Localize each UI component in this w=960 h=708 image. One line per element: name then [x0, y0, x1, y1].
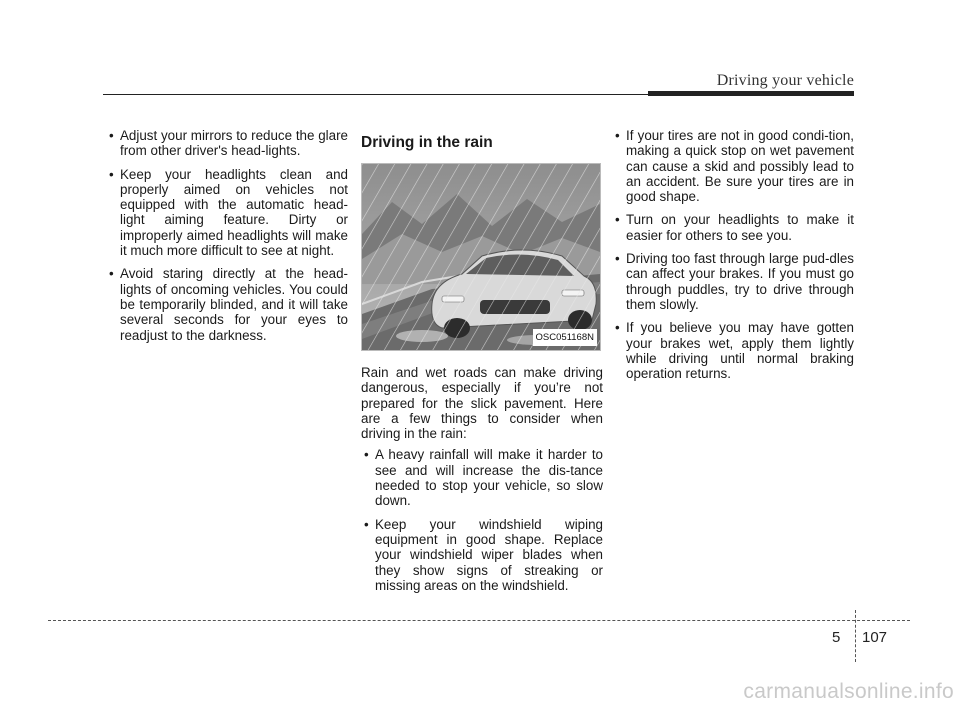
section-intro: Rain and wet roads can make driving dangerous, especially if you’re not prepared for the slick pavement. Here are a few things to consider when driving in the rain: [361, 365, 603, 442]
night-driving-tips-list [106, 128, 348, 343]
list-item: • A heavy rainfall will make it harder to see and will increase the dis-tance needed to stop your vehicle, so slow down. [361, 447, 603, 508]
rainy-car-image [362, 164, 600, 350]
watermark: carmanualsonline.info [743, 680, 954, 703]
list-item: • Avoid staring directly at the head-lights of oncoming vehicles. You could be temporarily blinded, and it will take several seconds for your eyes to readjust to the darkness. [106, 266, 348, 342]
list-item: • Keep your headlights clean and properly aimed on vehicles not equipped with the automatic head-light aiming feature. Dirty or improperly aimed headlights will make it much more difficult to see at night. [106, 167, 348, 259]
list-item: • Adjust your mirrors to reduce the glare from other driver's head-lights. [106, 128, 348, 159]
header-title: Driving your vehicle [716, 72, 854, 89]
footer-rule [48, 620, 910, 621]
footer-separator [855, 610, 856, 662]
figure-code: OSC051168N [533, 329, 597, 346]
list-item: • Driving too fast through large pud-dles can affect your brakes. If you must go through puddles, try to drive through them slowly. [612, 251, 854, 312]
rain-driving-tips-list-continued [612, 128, 854, 381]
column-right [612, 128, 854, 389]
column-left [106, 128, 348, 351]
column-middle [361, 128, 603, 601]
list-item: • Turn on your headlights to make it easier for others to see you. [612, 212, 854, 243]
list-item: • Keep your windshield wiping equipment in good shape. Replace your windshield wiper blades when they show signs of streaking or missing areas on the windshield. [361, 517, 603, 593]
chapter-number: 5 [832, 629, 841, 646]
rain-driving-illustration [361, 163, 601, 351]
page-number: 107 [862, 629, 888, 646]
list-item: • If you believe you may have gotten your brakes wet, apply them lightly while driving until normal braking operation returns. [612, 320, 854, 381]
section-heading: Driving in the rain [361, 134, 493, 151]
rain-driving-tips-list [361, 447, 603, 593]
list-item: • If your tires are not in good condi-tion, making a quick stop on wet pavement can cause a skid and possibly lead to an accident. Be sure your tires are in good shape. [612, 128, 854, 204]
header-rule-accent [648, 91, 854, 96]
